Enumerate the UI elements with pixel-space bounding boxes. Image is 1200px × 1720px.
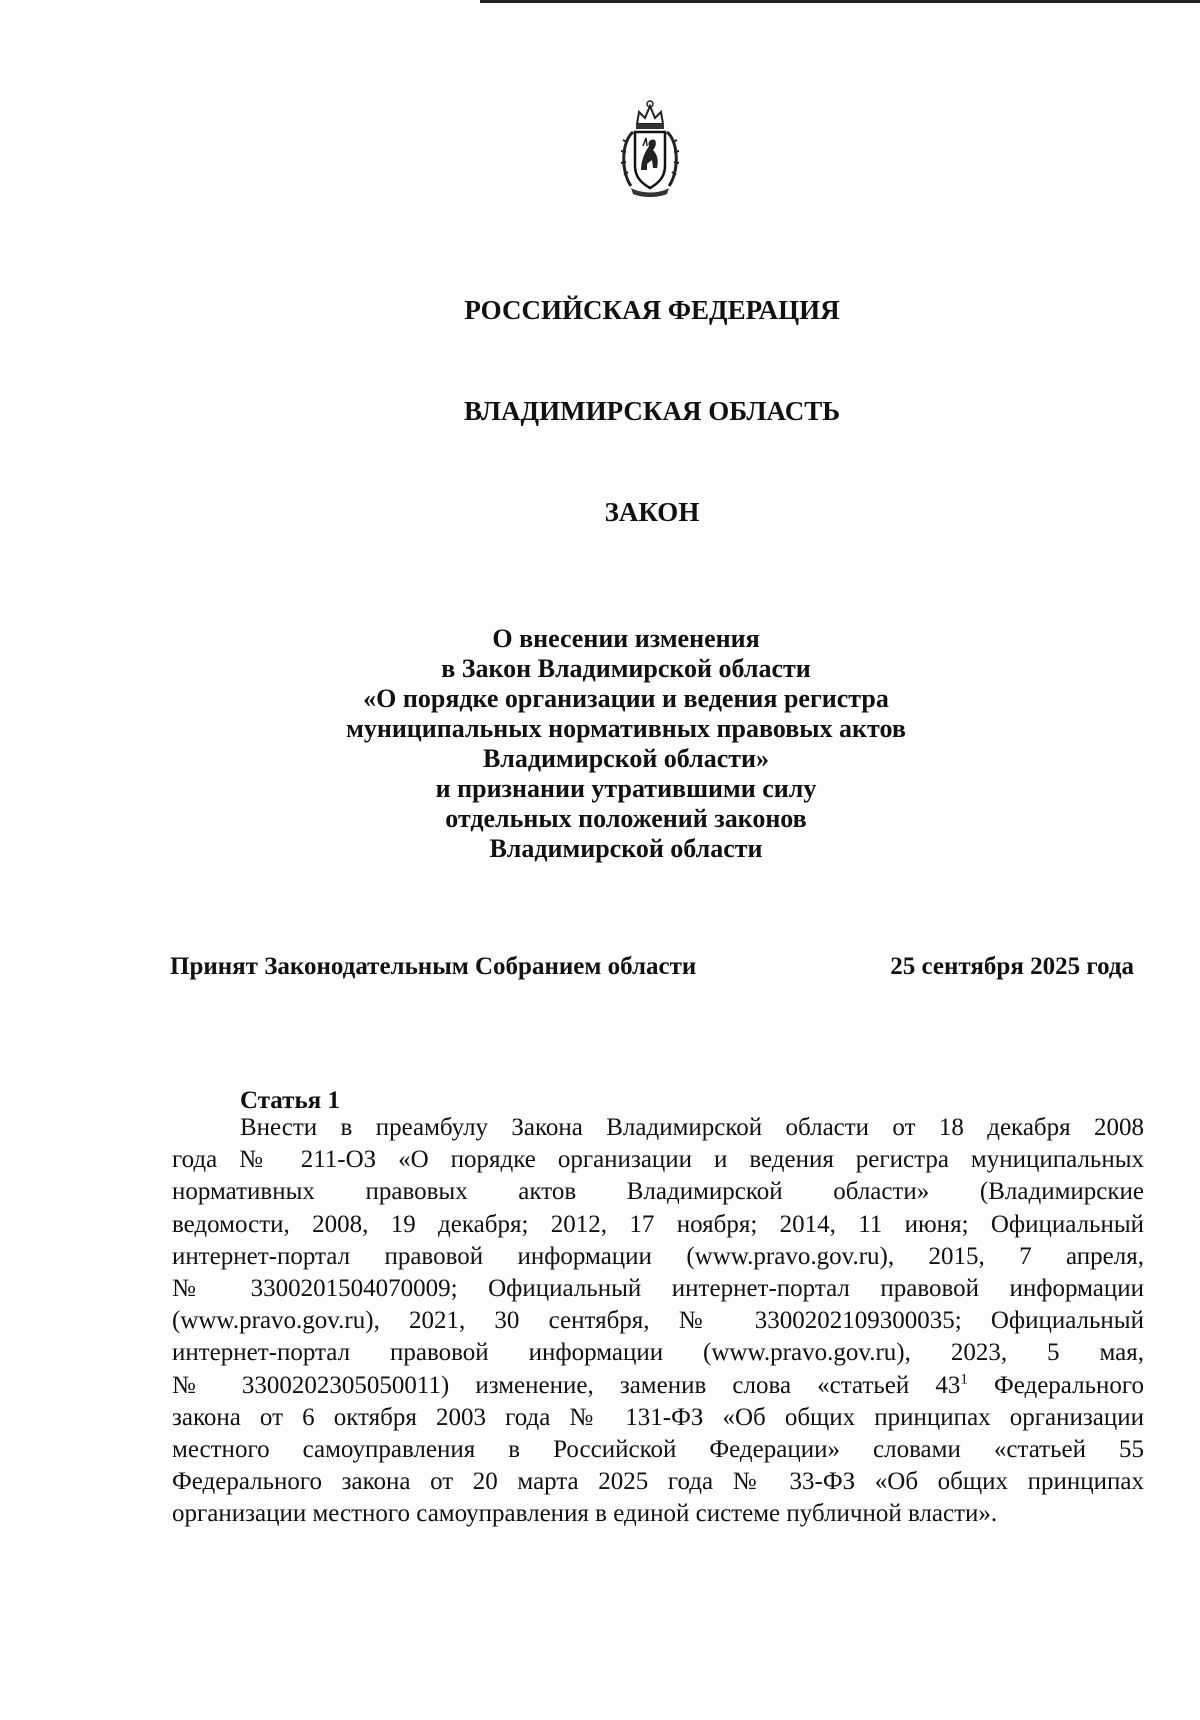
adopted-by-text: Принят Законодательным Собранием области (170, 953, 697, 980)
article-title: Статья 1 (240, 1087, 340, 1114)
law-title-line: в Закон Владимирской области (441, 654, 811, 683)
article-text-line: местного самоуправления в Российской Федерации» словами «статьей 55 (172, 1436, 1144, 1464)
scan-top-edge (0, 0, 1200, 3)
article-text-line-with-superscript (172, 1370, 1144, 1402)
article-text-line: № 3300201504070009; Официальный интернет-портал правовой информации (172, 1275, 1144, 1303)
article-text-fragment: Федерального (993, 1371, 1144, 1399)
law-title-line: Владимирской области (489, 834, 763, 863)
region-heading: ВЛАДИМИРСКАЯ ОБЛАСТЬ (463, 396, 841, 426)
law-title (0, 624, 1200, 864)
article-text-line: (www.pravo.gov.ru), 2021, 30 сентября, № 3300202109300035; Официальный (172, 1307, 1144, 1335)
article-text (172, 1112, 1144, 1531)
law-title-line: «О порядке организации и ведения регистра (363, 684, 889, 713)
coat-of-arms-icon (617, 98, 683, 202)
article-text-line: интернет-портал правовой информации (www.pravo.gov.ru), 2015, 7 апреля, (172, 1242, 1144, 1270)
article-text-line: Федерального закона от 20 марта 2025 года № 33-ФЗ «Об общих принципах (172, 1468, 1144, 1496)
law-title-line: Владимирской области» (482, 744, 770, 773)
law-title-line: отдельных положений законов (445, 804, 807, 833)
article-text-line: ведомости, 2008, 19 декабря; 2012, 17 ноября; 2014, 11 июня; Официальный (172, 1210, 1144, 1238)
law-title-line: и признании утратившими силу (435, 774, 817, 803)
superscript-number: 1 (960, 1371, 968, 1388)
law-title-line: О внесении изменения (492, 624, 760, 653)
article-text-line: организации местного самоуправления в единой системе публичной власти». (172, 1500, 998, 1528)
document-type-heading: ЗАКОН (604, 497, 700, 527)
article-text-line: нормативных правовых актов Владимирской области» (Владимирские (172, 1178, 1144, 1206)
article-text-line: интернет-портал правовой информации (www.pravo.gov.ru), 2023, 5 мая, (172, 1339, 1144, 1367)
article-text-line: года № 211-ОЗ «О порядке организации и ведения регистра муниципальных (172, 1146, 1144, 1174)
article-text-line: закона от 6 октября 2003 года № 131-ФЗ «Об общих принципах организации (172, 1403, 1144, 1431)
federation-heading: РОССИЙСКАЯ ФЕДЕРАЦИЯ (464, 295, 840, 325)
law-title-line: муниципальных нормативных правовых актов (346, 714, 906, 743)
article-text-fragment: № 3300202305050011) изменение, заменив слова «статьей 43 (172, 1371, 961, 1399)
adoption-date: 25 сентября 2025 года (890, 953, 1134, 980)
article-text-line: Внести в преамбулу Закона Владимирской области от 18 декабря 2008 (240, 1114, 1144, 1141)
